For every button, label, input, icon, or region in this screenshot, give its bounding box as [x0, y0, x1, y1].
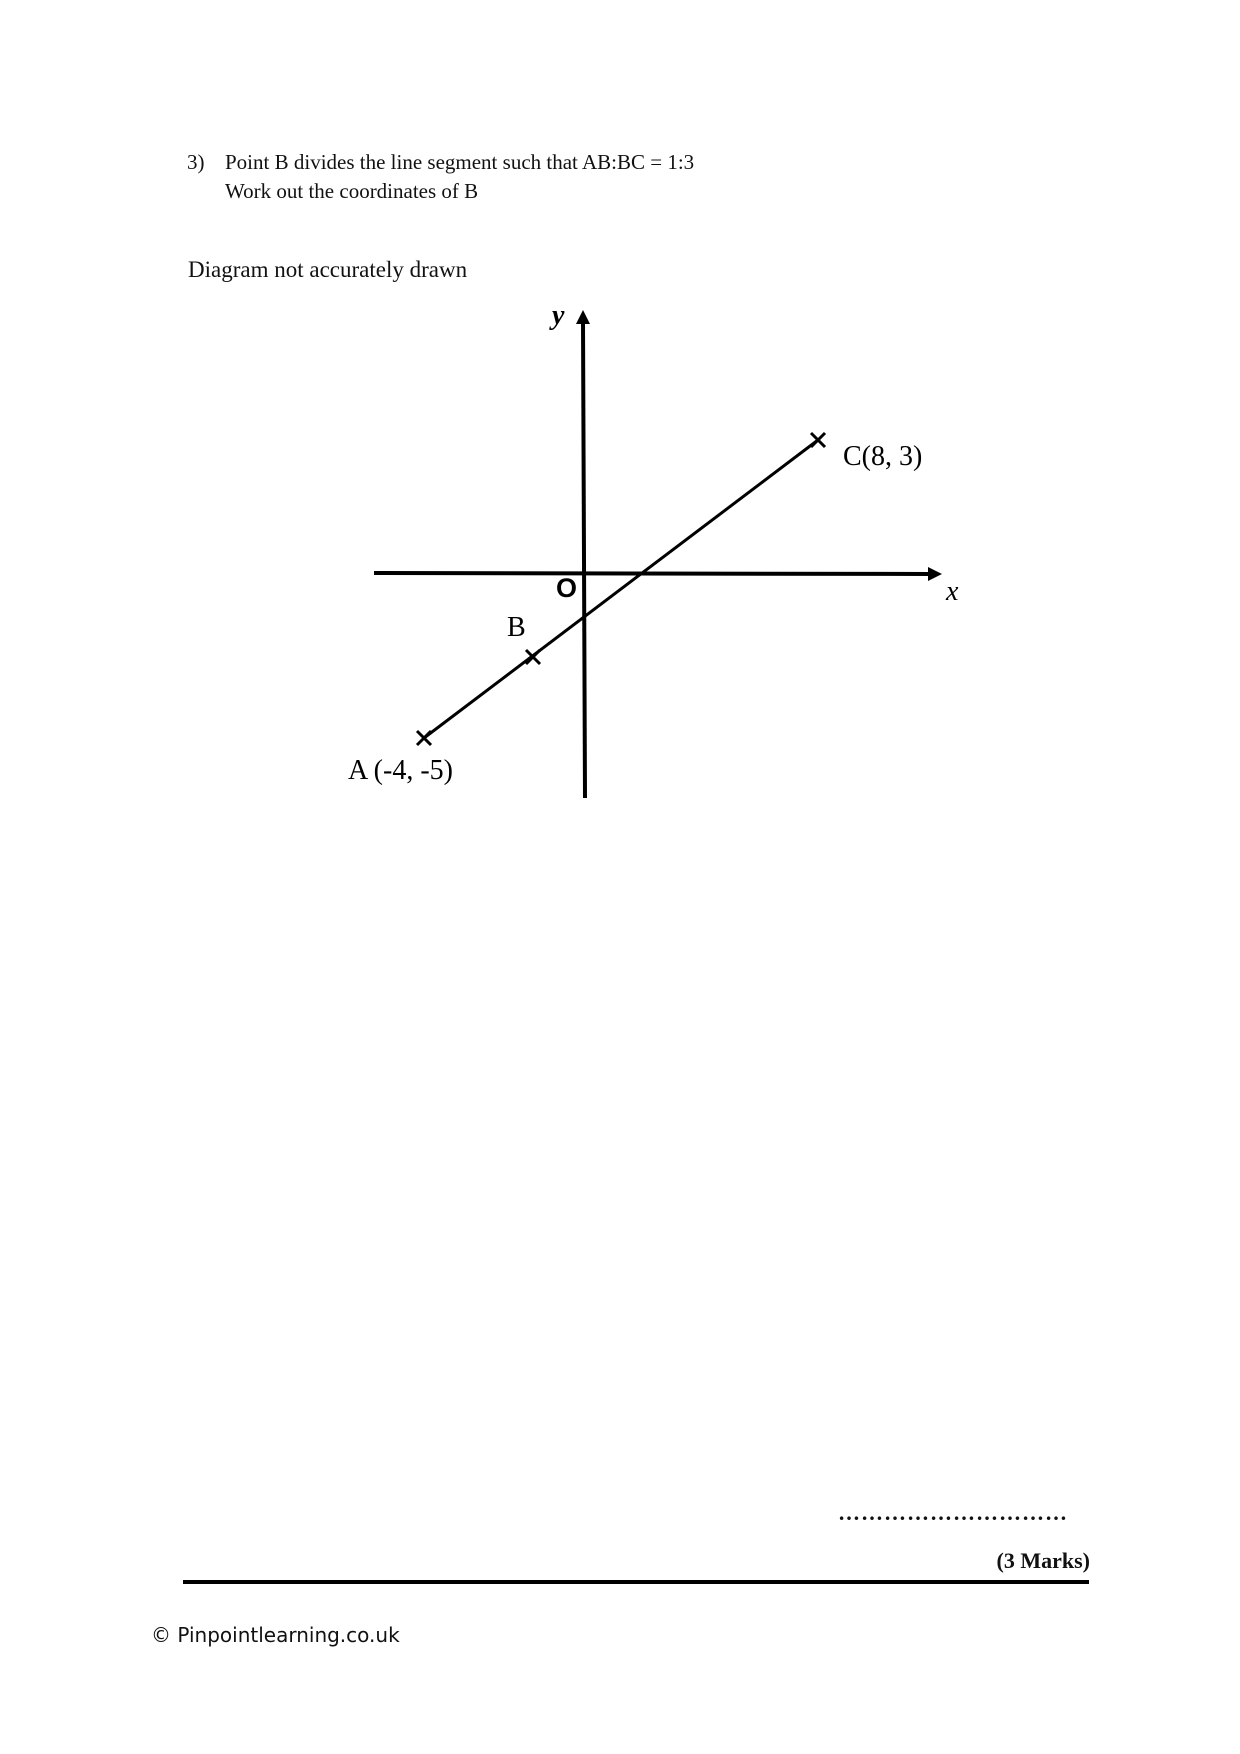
line-segment-ac: [424, 440, 818, 738]
copyright-footer: © Pinpointlearning.co.uk: [151, 1623, 400, 1647]
question-number: 3): [187, 150, 205, 174]
point-c-cross: [811, 433, 825, 447]
x-axis-label: x: [946, 576, 959, 607]
point-b-label: B: [507, 612, 526, 643]
origin-label: O: [556, 573, 578, 603]
marks-label: (3 Marks): [996, 1548, 1090, 1573]
point-b-cross: [526, 650, 540, 664]
divider-rule: [183, 1580, 1089, 1584]
point-a-cross: [417, 731, 431, 745]
point-a-label: A (-4, -5): [348, 755, 453, 786]
answer-line: …………………………: [838, 1500, 1068, 1525]
x-axis: [374, 573, 930, 574]
diagram-note: Diagram not accurately drawn: [188, 257, 468, 282]
y-axis: [583, 322, 585, 798]
x-axis-arrowhead: [928, 567, 942, 581]
question-instruction: Work out the coordinates of B: [225, 179, 479, 203]
question-text: Point B divides the line segment such that AB:BC = 1:3: [225, 150, 695, 174]
y-axis-label: y: [552, 300, 565, 331]
y-axis-arrowhead: [576, 310, 590, 324]
point-c-label: C(8, 3): [843, 441, 923, 472]
